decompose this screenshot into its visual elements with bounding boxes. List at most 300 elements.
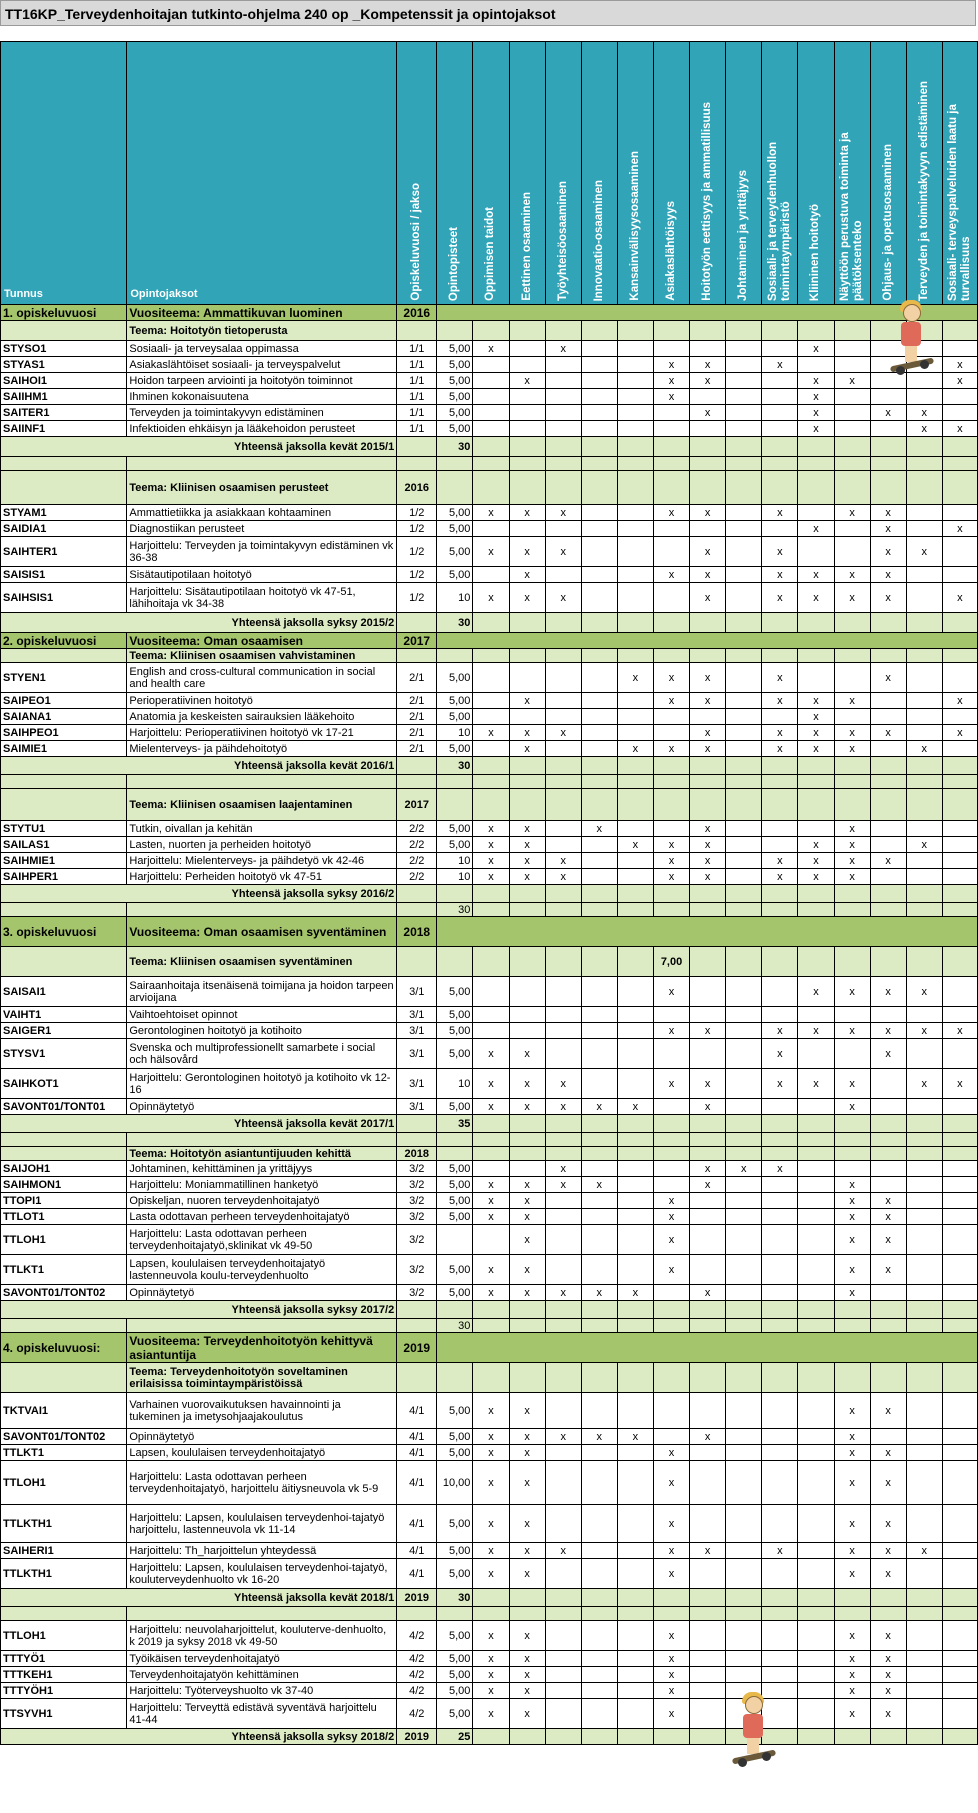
competence-mark <box>798 1461 834 1505</box>
competence-mark <box>545 1651 581 1667</box>
competence-mark: x <box>834 1699 870 1729</box>
competence-mark <box>762 1667 798 1683</box>
competence-mark <box>726 389 762 405</box>
course-code: TTOPI1 <box>1 1193 127 1209</box>
course-period: 2/1 <box>397 709 437 725</box>
course-period: 3/2 <box>397 1255 437 1285</box>
theme-cell <box>617 1363 653 1393</box>
course-period: 2/1 <box>397 693 437 709</box>
blank-cell <box>762 1133 798 1147</box>
course-period: 3/1 <box>397 1069 437 1099</box>
competence-mark <box>726 1505 762 1543</box>
total-cell <box>762 1589 798 1607</box>
competence-mark <box>762 837 798 853</box>
theme-cell <box>581 1147 617 1161</box>
course-code: SAITER1 <box>1 405 127 421</box>
competence-mark <box>762 521 798 537</box>
competence-mark <box>617 1667 653 1683</box>
course-name: Lapsen, koululaisen terveydenhoitajatyö lastenneuvola koulu-terveydenhuolto <box>127 1255 397 1285</box>
course-credits: 5,00 <box>437 1559 473 1589</box>
competence-mark <box>690 1683 726 1699</box>
competence-mark: x <box>473 1429 509 1445</box>
course-code: SAILAS1 <box>1 837 127 853</box>
competence-mark <box>473 1161 509 1177</box>
competence-mark <box>473 567 509 583</box>
column-header-1 <box>127 42 397 305</box>
competence-mark <box>581 389 617 405</box>
blank-cell <box>906 457 942 471</box>
competence-mark <box>581 1209 617 1225</box>
competence-mark: x <box>870 583 906 613</box>
theme-cell <box>690 789 726 821</box>
theme-cell <box>906 947 942 977</box>
competence-mark <box>726 1667 762 1683</box>
competence-mark <box>545 1559 581 1589</box>
course-code: SAISAI1 <box>1 977 127 1007</box>
competence-mark: x <box>509 1559 545 1589</box>
competence-mark <box>617 389 653 405</box>
blank-cell <box>581 1607 617 1621</box>
competence-mark <box>581 405 617 421</box>
competence-mark: x <box>581 1285 617 1301</box>
course-code: TTLKTH1 <box>1 1505 127 1543</box>
theme-name: Teema: Hoitotyön tietoperusta <box>127 321 397 341</box>
theme-cell <box>509 947 545 977</box>
competence-mark <box>798 1225 834 1255</box>
competence-mark: x <box>509 1039 545 1069</box>
competence-mark <box>726 505 762 521</box>
theme-cell <box>798 471 834 505</box>
competence-mark <box>581 583 617 613</box>
competence-mark <box>942 709 977 725</box>
competence-mark <box>726 663 762 693</box>
competence-mark: x <box>545 1069 581 1099</box>
competence-mark <box>653 1039 689 1069</box>
competence-mark <box>942 1699 977 1729</box>
competence-mark <box>798 1255 834 1285</box>
theme-cell <box>762 471 798 505</box>
competence-mark <box>906 1039 942 1069</box>
competence-mark: x <box>509 537 545 567</box>
course-credits: 5,00 <box>437 1039 473 1069</box>
theme-cell <box>653 1147 689 1161</box>
competence-mark: x <box>653 1543 689 1559</box>
course-row <box>1 341 978 357</box>
theme-cell <box>834 321 870 341</box>
theme-year: 2016 <box>397 471 437 505</box>
competence-mark <box>906 821 942 837</box>
total-cell <box>509 885 545 903</box>
course-row <box>1 1667 978 1683</box>
theme-cell <box>762 1363 798 1393</box>
competence-mark: x <box>473 1069 509 1099</box>
competence-mark <box>690 1651 726 1667</box>
theme-cell <box>653 471 689 505</box>
course-row <box>1 693 978 709</box>
competence-mark: x <box>834 1667 870 1683</box>
competence-mark: x <box>798 373 834 389</box>
course-credits: 10 <box>437 583 473 613</box>
competence-mark: x <box>473 1559 509 1589</box>
blank-cell <box>906 1133 942 1147</box>
column-header-4 <box>473 42 509 305</box>
competence-mark <box>906 1225 942 1255</box>
blank-cell <box>942 903 977 917</box>
competence-mark: x <box>834 837 870 853</box>
blank-cell <box>834 903 870 917</box>
blank-credits <box>437 457 473 471</box>
course-period: 4/1 <box>397 1543 437 1559</box>
competence-mark: x <box>942 421 977 437</box>
course-credits: 10 <box>437 869 473 885</box>
course-code: STYSO1 <box>1 341 127 357</box>
course-code: TTTKEH1 <box>1 1667 127 1683</box>
theme-cell <box>437 1363 473 1393</box>
competence-mark <box>942 1461 977 1505</box>
course-code: TTSYVH1 <box>1 1699 127 1729</box>
competence-mark <box>473 977 509 1007</box>
competence-mark <box>581 869 617 885</box>
theme-cell <box>942 321 977 341</box>
competence-mark: x <box>509 1225 545 1255</box>
blank-cell <box>906 903 942 917</box>
competence-mark: x <box>870 1461 906 1505</box>
competence-mark <box>798 505 834 521</box>
competence-mark: x <box>870 1699 906 1729</box>
competence-mark <box>942 1543 977 1559</box>
course-row <box>1 567 978 583</box>
competence-mark: x <box>545 1177 581 1193</box>
competence-mark <box>726 1099 762 1115</box>
theme-cell <box>834 1363 870 1393</box>
course-name: Harjoittelu: Th_harjoittelun yhteydessä <box>127 1543 397 1559</box>
competence-mark: x <box>834 1445 870 1461</box>
competence-mark <box>653 1393 689 1429</box>
competence-mark <box>581 1225 617 1255</box>
competence-mark: x <box>834 505 870 521</box>
course-name: Tutkin, oivallan ja kehitän <box>127 821 397 837</box>
competence-mark <box>870 1007 906 1023</box>
blank-credits <box>437 1607 473 1621</box>
total-cell <box>473 885 509 903</box>
blank-cell <box>581 775 617 789</box>
course-name: Svenska och multiprofessionellt samarbete i social och hälsovård <box>127 1039 397 1069</box>
blank-cell <box>690 775 726 789</box>
competence-mark <box>617 1039 653 1069</box>
competence-mark: x <box>653 1651 689 1667</box>
blank-cell <box>798 1133 834 1147</box>
theme-cell <box>798 649 834 663</box>
total-cell <box>545 1301 581 1319</box>
theme-cell <box>726 649 762 663</box>
column-header-label: Työyhteisöosaaminen <box>556 181 569 301</box>
competence-mark <box>581 1069 617 1099</box>
theme-code-cell <box>1 321 127 341</box>
theme-cell <box>762 789 798 821</box>
spacer-row <box>0 26 978 41</box>
competence-mark: x <box>690 357 726 373</box>
course-code: TTTYÖ1 <box>1 1651 127 1667</box>
total-year <box>397 885 437 903</box>
competence-mark: x <box>509 837 545 853</box>
competence-mark: x <box>906 1543 942 1559</box>
course-row <box>1 1209 978 1225</box>
total-cell <box>942 613 977 633</box>
competence-mark: x <box>834 1225 870 1255</box>
total-year: 2019 <box>397 1589 437 1607</box>
theme-cell <box>581 947 617 977</box>
total-cell <box>870 1729 906 1745</box>
competence-mark <box>942 1285 977 1301</box>
course-credits: 5,00 <box>437 837 473 853</box>
competence-mark <box>762 1007 798 1023</box>
competence-mark: x <box>473 1039 509 1069</box>
competence-mark: x <box>834 1559 870 1589</box>
blank-cell <box>545 457 581 471</box>
competence-mark: x <box>690 741 726 757</box>
competence-mark: x <box>509 505 545 521</box>
competence-mark <box>473 389 509 405</box>
course-period: 2/1 <box>397 725 437 741</box>
competence-mark: x <box>726 1161 762 1177</box>
total-cell <box>545 1729 581 1745</box>
theme-year: 2017 <box>397 789 437 821</box>
total-cell <box>617 1115 653 1133</box>
competence-mark <box>726 1039 762 1069</box>
theme-cell <box>690 471 726 505</box>
total-cell <box>870 757 906 775</box>
competence-mark <box>653 341 689 357</box>
competence-mark: x <box>545 1429 581 1445</box>
competence-mark: x <box>509 373 545 389</box>
competence-mark <box>726 853 762 869</box>
competence-mark <box>762 1461 798 1505</box>
competence-mark <box>581 341 617 357</box>
blank-cell <box>127 775 397 789</box>
competence-mark <box>617 583 653 613</box>
course-period: 4/2 <box>397 1683 437 1699</box>
course-row <box>1 1255 978 1285</box>
course-row <box>1 821 978 837</box>
competence-mark <box>581 693 617 709</box>
total-cell <box>509 1115 545 1133</box>
course-row <box>1 1621 978 1651</box>
competence-mark <box>834 1161 870 1177</box>
competence-mark <box>906 709 942 725</box>
course-period: 1/2 <box>397 583 437 613</box>
competence-mark: x <box>834 1393 870 1429</box>
competence-mark: x <box>798 341 834 357</box>
competence-mark: x <box>798 869 834 885</box>
total-cell <box>473 1729 509 1745</box>
competence-mark <box>906 1667 942 1683</box>
competence-mark: x <box>509 1193 545 1209</box>
competence-mark <box>617 709 653 725</box>
theme-row <box>1 321 978 341</box>
course-credits: 5,00 <box>437 693 473 709</box>
competence-mark <box>653 521 689 537</box>
blank-cell <box>870 1319 906 1333</box>
competence-mark <box>581 1393 617 1429</box>
competence-mark <box>581 1667 617 1683</box>
blank-cell <box>581 1133 617 1147</box>
total-cell <box>473 1115 509 1133</box>
competence-mark: x <box>942 373 977 389</box>
total-label: Yhteensä jaksolla syksy 2017/2 <box>1 1301 397 1319</box>
blank-cell <box>509 1607 545 1621</box>
competence-mark: x <box>870 521 906 537</box>
course-period: 4/1 <box>397 1461 437 1505</box>
theme-cell <box>798 321 834 341</box>
competence-mark: x <box>762 1543 798 1559</box>
competence-mark: x <box>653 977 689 1007</box>
competence-mark: x <box>473 869 509 885</box>
course-row <box>1 583 978 613</box>
blank-row <box>1 1133 978 1147</box>
competence-mark: x <box>509 1255 545 1285</box>
competence-mark <box>834 537 870 567</box>
course-name: Sosiaali- ja terveysalaa oppimassa <box>127 341 397 357</box>
theme-name: Teema: Kliinisen osaamisen laajentaminen <box>127 789 397 821</box>
competence-mark <box>906 1461 942 1505</box>
competence-mark <box>509 1007 545 1023</box>
total-cell <box>870 437 906 457</box>
column-header-12 <box>762 42 798 305</box>
total-cell <box>473 613 509 633</box>
theme-row <box>1 789 978 821</box>
column-header-14 <box>834 42 870 305</box>
competence-mark <box>942 567 977 583</box>
competence-mark <box>906 1699 942 1729</box>
competence-mark <box>581 1023 617 1039</box>
competence-mark: x <box>473 1285 509 1301</box>
course-name: Harjoittelu: Mielenterveys- ja päihdetyö vk 42-46 <box>127 853 397 869</box>
course-row <box>1 1461 978 1505</box>
course-period: 2/2 <box>397 869 437 885</box>
blank-cell <box>397 903 437 917</box>
competence-mark <box>581 1699 617 1729</box>
total-cell <box>726 1589 762 1607</box>
course-period: 1/1 <box>397 341 437 357</box>
course-name: Terveyden ja toimintakyvyn edistäminen <box>127 405 397 421</box>
competence-mark: x <box>834 977 870 1007</box>
competence-mark <box>942 853 977 869</box>
competence-mark: x <box>509 1393 545 1429</box>
theme-cell <box>509 321 545 341</box>
competence-mark <box>906 505 942 521</box>
competence-mark <box>509 663 545 693</box>
theme-code-cell <box>1 471 127 505</box>
course-period: 4/1 <box>397 1559 437 1589</box>
competence-mark: x <box>870 1209 906 1225</box>
course-name: Työikäisen terveydenhoitajatyö <box>127 1651 397 1667</box>
total-cell <box>690 1729 726 1745</box>
competence-mark: x <box>798 693 834 709</box>
competence-mark <box>545 821 581 837</box>
theme-cell <box>581 649 617 663</box>
course-period: 1/1 <box>397 389 437 405</box>
competence-mark: x <box>690 1161 726 1177</box>
competence-mark: x <box>762 663 798 693</box>
blank-cell <box>870 775 906 789</box>
blank-cell <box>942 1319 977 1333</box>
column-header-label: Näyttöön perustuva toiminta ja päätöksenteko <box>839 132 865 301</box>
total-cell <box>509 613 545 633</box>
course-name: Opinnäytetyö <box>127 1099 397 1115</box>
competence-mark <box>726 1193 762 1209</box>
competence-mark <box>762 1559 798 1589</box>
blank-credits <box>437 775 473 789</box>
course-credits: 5,00 <box>437 1285 473 1301</box>
competence-mark: x <box>473 1193 509 1209</box>
competence-mark <box>509 405 545 421</box>
theme-cell <box>473 1363 509 1393</box>
competence-mark <box>942 837 977 853</box>
competence-mark <box>798 1543 834 1559</box>
competence-mark <box>834 421 870 437</box>
total-cell <box>653 1301 689 1319</box>
blank-cell <box>834 457 870 471</box>
course-credits: 5,00 <box>437 389 473 405</box>
course-name: Mielenterveys- ja päihdehoitotyö <box>127 741 397 757</box>
course-credits: 5,00 <box>437 567 473 583</box>
column-header-label: Opintojaksot <box>130 288 198 300</box>
blank-cell <box>397 1133 437 1147</box>
total-cell <box>798 757 834 775</box>
competence-mark <box>617 1559 653 1589</box>
theme-cell <box>617 321 653 341</box>
competence-mark <box>617 977 653 1007</box>
theme-cell <box>509 471 545 505</box>
competence-mark <box>617 853 653 869</box>
competence-mark <box>870 1161 906 1177</box>
competence-mark: x <box>545 725 581 741</box>
theme-cell <box>509 649 545 663</box>
column-header-label: Kansainvälisyysosaaminen <box>628 151 641 301</box>
total-cell <box>798 1729 834 1745</box>
competence-mark: x <box>834 567 870 583</box>
competence-mark <box>581 741 617 757</box>
competence-mark: x <box>762 725 798 741</box>
theme-cell <box>690 649 726 663</box>
blank-cell <box>653 1319 689 1333</box>
competence-mark <box>726 1209 762 1225</box>
competence-mark <box>545 1225 581 1255</box>
competence-mark <box>942 405 977 421</box>
competence-mark: x <box>473 1651 509 1667</box>
course-credits: 5,00 <box>437 1505 473 1543</box>
competence-mark: x <box>798 405 834 421</box>
competence-mark <box>870 1099 906 1115</box>
course-code: SAVONT01/TONT02 <box>1 1285 127 1301</box>
competence-mark <box>798 663 834 693</box>
competence-mark <box>653 709 689 725</box>
theme-cell <box>473 471 509 505</box>
theme-cell <box>906 789 942 821</box>
competence-mark: x <box>509 1445 545 1461</box>
total-cell <box>942 437 977 457</box>
column-header-label: Kliininen hoitotyö <box>809 203 822 301</box>
blank-cell <box>798 903 834 917</box>
blank-cell <box>509 1133 545 1147</box>
competence-mark: x <box>834 1193 870 1209</box>
total-cell <box>617 1589 653 1607</box>
competence-mark: x <box>834 583 870 613</box>
total-cell <box>581 1729 617 1745</box>
competence-mark: x <box>473 1099 509 1115</box>
year-theme: Vuositeema: Terveydenhoitotyön kehittyvä asiantuntija <box>127 1333 397 1363</box>
blank-cell <box>397 1607 437 1621</box>
